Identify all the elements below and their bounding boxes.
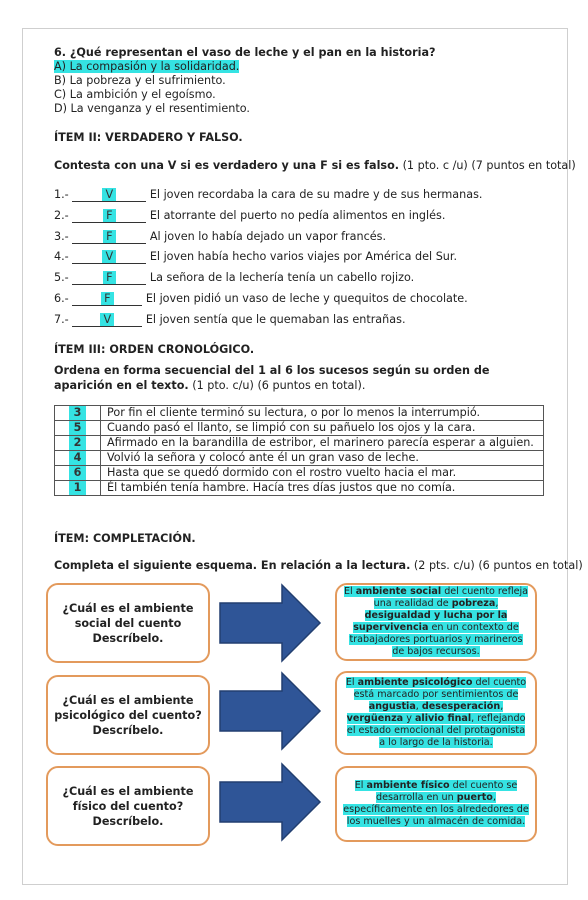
q6-option-c: C) La ambición y el egoísmo. [54, 88, 216, 101]
sequence-number[interactable]: 5 [55, 421, 101, 436]
answer-blank[interactable]: F [72, 209, 146, 223]
arrow-right-icon [218, 671, 322, 751]
question-box-social: ¿Cuál es el ambiente social del cuento Descríbelo. [46, 583, 210, 663]
q6-option-a: A) La compasión y la solidaridad. [54, 60, 240, 73]
true-false-item: 6.- F El joven pidió un vaso de leche y quequitos de chocolate. [54, 292, 468, 305]
table-row [55, 421, 544, 436]
item3-heading: ÍTEM III: ORDEN CRONOLÓGICO. [54, 343, 255, 356]
answer-box-psychological: El ambiente psicológico del cuento está marcado por sentimientos de angustia, desesperación, vergüenza y alivio final, reflejando el estado emocional del protagonista a lo largo de la historia. [335, 671, 537, 755]
event-text: Volvió la señora y colocó ante él un gran vaso de leche. [101, 451, 544, 466]
true-false-item: 7.- V El joven sentía que le quemaban las entrañas. [54, 313, 406, 326]
answer-blank[interactable]: V [72, 250, 146, 264]
true-false-item: 3.- F Al joven lo había dejado un vapor francés. [54, 230, 387, 243]
arrow-right-icon [218, 762, 322, 842]
answer-blank[interactable]: F [72, 230, 146, 244]
event-text: Él también tenía hambre. Hacía tres días justos que no comía. [101, 481, 544, 496]
sequence-number[interactable]: 1 [55, 481, 101, 496]
item3-instructions: Ordena en forma secuencial del 1 al 6 los sucesos según su orden de aparición en el texto. (1 pto. c/u) (6 puntos en total). [54, 364, 490, 392]
sequence-number[interactable]: 6 [55, 466, 101, 481]
true-false-item: 2.- F El atorrante del puerto no pedía alimentos en inglés. [54, 209, 446, 222]
event-text: Afirmado en la barandilla de estribor, el marinero parecía esperar a alguien. [101, 436, 544, 451]
table-row [55, 481, 544, 496]
event-text: Cuando pasó el llanto, se limpió con su pañuelo los ojos y la cara. [101, 421, 544, 436]
chronology-table [54, 405, 544, 496]
table-row [55, 406, 544, 421]
sequence-number[interactable]: 4 [55, 451, 101, 466]
true-false-item: 5.- F La señora de la lechería tenía un cabello rojizo. [54, 271, 415, 284]
table-row [55, 436, 544, 451]
question-box-physical: ¿Cuál es el ambiente físico del cuento? Descríbelo. [46, 766, 210, 846]
item4-instructions: Completa el siguiente esquema. En relación a la lectura. (2 pts. c/u) (6 puntos en total) [54, 559, 583, 572]
event-text: Hasta que se quedó dormido con el rostro vuelto hacia el mar. [101, 466, 544, 481]
true-false-item: 4.- V El joven había hecho varios viajes por América del Sur. [54, 250, 458, 263]
question-6-title: 6. ¿Qué representan el vaso de leche y el pan en la historia? [54, 46, 436, 59]
true-false-item: 1.- V El joven recordaba la cara de su madre y de sus hermanas. [54, 188, 483, 201]
event-text: Por fin el cliente terminó su lectura, o por lo menos la interrumpió. [101, 406, 544, 421]
answer-box-physical: El ambiente físico del cuento se desarrolla en un puerto, específicamente en los alrededores de los muelles y un almacén de comida. [335, 766, 537, 842]
q6-option-b: B) La pobreza y el sufrimiento. [54, 74, 226, 87]
table-row [55, 466, 544, 481]
table-row [55, 451, 544, 466]
item2-heading: ÍTEM II: VERDADERO Y FALSO. [54, 131, 243, 144]
sequence-number[interactable]: 3 [55, 406, 101, 421]
answer-blank[interactable]: V [72, 188, 146, 202]
sequence-number[interactable]: 2 [55, 436, 101, 451]
answer-blank[interactable]: V [72, 313, 142, 327]
answer-box-social: El ambiente social del cuento refleja una realidad de pobreza, desigualdad y lucha por la supervivencia en un contexto de trabajadores portuarios y marineros de bajos recursos. [335, 583, 537, 661]
q6-option-d: D) La venganza y el resentimiento. [54, 102, 250, 115]
question-box-psychological: ¿Cuál es el ambiente psicológico del cuento? Descríbelo. [46, 675, 210, 755]
item2-instructions: Contesta con una V si es verdadero y una F si es falso. (1 pto. c /u) (7 puntos en total) [54, 159, 576, 172]
item4-heading: ÍTEM: COMPLETACIÓN. [54, 532, 196, 545]
answer-blank[interactable]: F [72, 292, 142, 306]
arrow-right-icon [218, 583, 322, 663]
answer-blank[interactable]: F [72, 271, 146, 285]
